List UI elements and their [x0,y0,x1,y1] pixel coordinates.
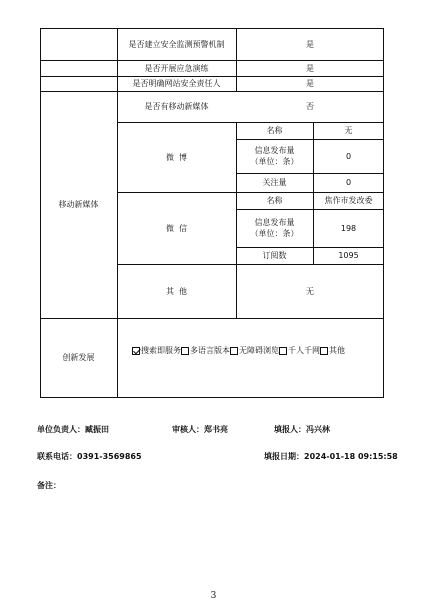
label-wechat: 微 信 [165,223,188,233]
weibo-key-name: 名称 [266,126,283,135]
label-other-media: 其 他 [165,286,188,296]
weibo-value-name: 无 [344,126,353,135]
wechat-key-posts: 信息发布量 （单位：条） [250,218,299,238]
checkbox-multilingual[interactable] [181,347,189,355]
label-emergency-drill: 是否开展应急演练 [144,63,209,73]
checkbox-personalized[interactable] [279,347,287,355]
notes: 备注： [37,481,61,490]
value-other-media: 无 [306,286,314,296]
wechat-key-subscribers: 订阅数 [262,251,287,260]
option-label-multilingual: 多语言版本 [190,346,230,355]
label-innovation: 创新发展 [62,353,95,362]
label-monitoring-mechanism: 是否建立安全监测预警机制 [128,39,225,49]
checkbox-search-service[interactable] [132,347,140,355]
wechat-value-name: 焦作市发改委 [324,196,373,205]
section-label-new-media: 移动新媒体 [58,200,99,209]
weibo-key-posts: 信息发布量 （单位：条） [250,146,299,166]
unit-head: 单位负责人：臧振田 [37,425,109,434]
page-number: 3 [210,591,217,601]
wechat-value-posts: 198 [340,223,357,233]
innovation-options [132,345,345,356]
value-has-mobile-media: 否 [306,102,314,111]
weibo-value-posts: 0 [345,151,352,161]
label-has-mobile-media: 是否有移动新媒体 [144,102,209,111]
option-label-search-service: 搜索即服务 [141,346,181,355]
fill-date: 填报日期：2024-01-18 09:15:58 [264,452,398,461]
checkbox-accessibility[interactable] [230,347,238,355]
wechat-value-subscribers: 1095 [338,251,359,260]
checkbox-other[interactable] [320,347,328,355]
value-monitoring-mechanism: 是 [306,39,314,49]
value-emergency-drill: 是 [306,63,314,73]
filler: 填报人：冯兴林 [274,425,330,434]
reviewer: 审核人：郑书亮 [172,425,228,434]
label-security-officer: 是否明确网站安全责任人 [132,79,221,88]
wechat-key-name: 名称 [266,196,283,205]
option-label-other: 其他 [329,346,345,355]
contact-phone: 联系电话：0391-3569865 [37,452,142,461]
option-label-accessibility: 无障碍浏览 [239,346,279,355]
option-label-personalized: 千人千网 [288,346,320,355]
weibo-value-followers: 0 [345,178,352,187]
weibo-key-followers: 关注量 [262,178,287,187]
report-table [40,28,384,398]
value-security-officer: 是 [306,79,314,88]
label-weibo: 微 博 [165,152,188,162]
